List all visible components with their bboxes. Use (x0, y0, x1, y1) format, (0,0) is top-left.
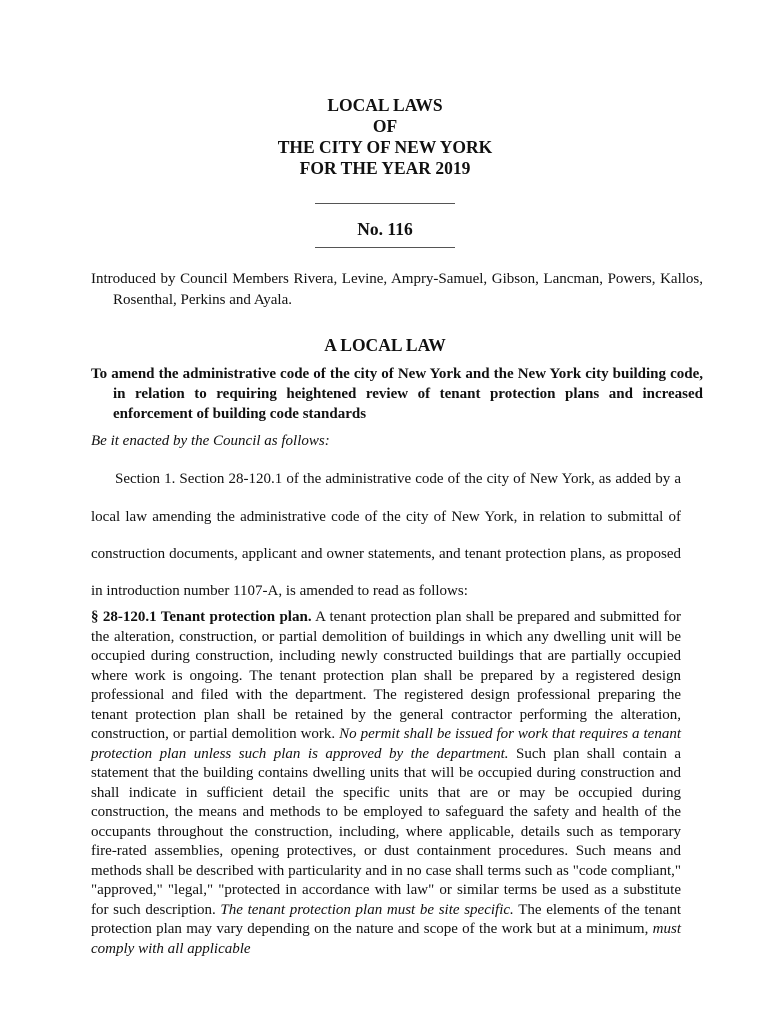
title-line-3: THE CITY OF NEW YORK (277, 137, 493, 157)
code-text-2: Such plan shall contain a statement that the building contains dwelling units that will be occupied during construction and shall indicate in sufficient detail the specific units that are or may be occupied during construction, the means and methods to be employed to safeguard the safety and health of the occupants throughout the construction, including, where applicable, details such as temporary fire-rated assemblies, opening protectives, or dust containment procedures. Such means and methods shall be described with particularity and in no case shall terms such as "code compliant," "approved," "legal," "protected in accordance with law" or similar terms be used as a substitute for such description. (91, 745, 681, 918)
law-number: No. 116 (357, 219, 413, 239)
title-line-2: OF (372, 116, 398, 136)
top-divider (315, 203, 455, 204)
title-line-1: LOCAL LAWS (327, 95, 443, 115)
introduced-by: Introduced by Council Members Rivera, Levine, Ampry-Samuel, Gibson, Lancman, Powers, Kallos, Rosenthal, Perkins and Ayala. (91, 271, 703, 308)
section-1-line-4: in introduction number 1107-A, is amended to read as follows: (91, 583, 468, 599)
code-text-1: A tenant protection plan shall be prepared and submitted for the alteration, construction, or partial demolition of buildings in which any dwelling unit will be occupied during construction, including newly constructed buildings that are partially occupied where work is ongoing. The tenant protection plan shall be prepared by a registered design professional and filed with the department. The registered design professional preparing the tenant protection plan shall be retained by the general contractor performing the alteration, construction, or partial demolition work. (91, 609, 682, 742)
code-section-heading: § 28-120.1 Tenant protection plan. (91, 609, 312, 625)
code-section-text (91, 608, 681, 959)
purpose-statement: To amend the administrative code of the city of New York and the New York city building code, in relation to requiring heightened review of tenant protection plans and increased enforcement of building code standards (91, 366, 703, 422)
title-line-4: FOR THE YEAR 2019 (299, 158, 471, 178)
enacting-clause: Be it enacted by the Council as follows: (91, 433, 330, 449)
bottom-divider (315, 247, 455, 248)
local-law-heading: A LOCAL LAW (324, 335, 446, 355)
code-italic-2: The tenant protection plan must be site specific. (220, 901, 514, 918)
section-1-line-2: local law amending the administrative code of the city of New York, in relation to submittal of (91, 509, 681, 525)
code-italic-3: must comply with all applicable (91, 921, 681, 957)
code-text-3: The elements of the tenant protection plan may vary depending on the nature and scope of the work but at a minimum, (91, 901, 681, 937)
section-1-line-1: Section 1. Section 28-120.1 of the administrative code of the city of New York, as added by a (115, 471, 681, 487)
section-1-line-3: construction documents, applicant and owner statements, and tenant protection plans, as proposed (91, 546, 681, 562)
document-title (0, 95, 770, 179)
code-italic-1: No permit shall be issued for work that requires a tenant protection plan unless such plan is approved by the department. (91, 726, 682, 762)
